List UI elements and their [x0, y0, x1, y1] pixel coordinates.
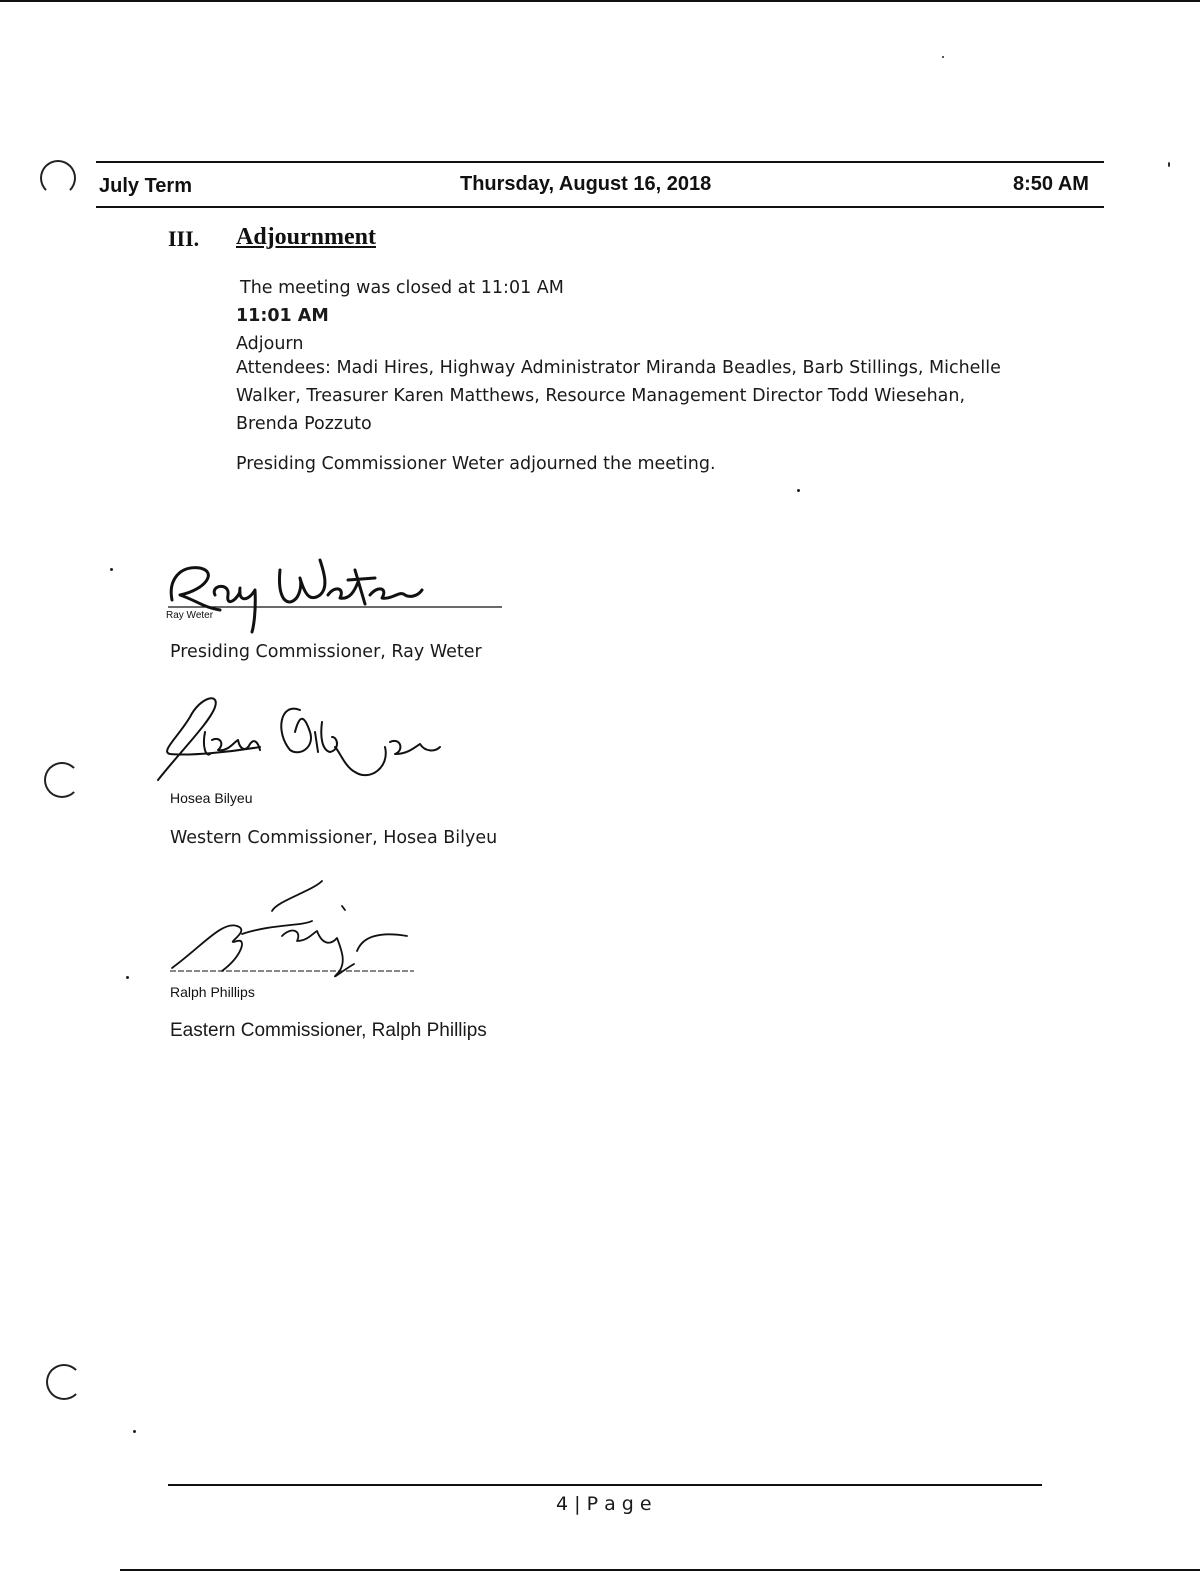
- punch-hole-top: [40, 160, 76, 196]
- section-title: Adjournment: [236, 224, 377, 250]
- attendees-line-1: Attendees: Madi Hires, Highway Administrator Miranda Beadles, Barb Stillings, Michelle: [236, 358, 1001, 378]
- signature-ralph-phillips: [162, 876, 422, 986]
- footer-rule: [168, 1484, 1042, 1486]
- scan-top-edge: [0, 0, 1200, 2]
- header-bottom-rule: [96, 206, 1104, 208]
- attendees-line-3: Brenda Pozzuto: [236, 414, 372, 434]
- scan-speck: [797, 489, 800, 492]
- scan-speck: [126, 976, 129, 979]
- signature-hosea-bilyeu: [150, 692, 450, 792]
- punch-hole-middle: [44, 762, 80, 798]
- header-time: 8:50 AM: [1013, 173, 1089, 195]
- punch-hole-bottom: [46, 1364, 82, 1400]
- signer-name-printed: Ray Weter: [166, 610, 214, 621]
- scan-speck: [1168, 162, 1170, 167]
- signer-title: Presiding Commissioner, Ray Weter: [170, 642, 482, 662]
- header-term: July Term: [99, 175, 192, 197]
- signer-title: Western Commissioner, Hosea Bilyeu: [170, 828, 498, 848]
- page-number: 4 | P a g e: [556, 1493, 652, 1515]
- attendees-line-2: Walker, Treasurer Karen Matthews, Resource Management Director Todd Wiesehan,: [236, 386, 966, 406]
- scan-speck: [110, 568, 113, 571]
- section-number: III.: [168, 226, 200, 251]
- scan-bottom-edge: [120, 1569, 1200, 1571]
- signer-title: Eastern Commissioner, Ralph Phillips: [170, 1020, 487, 1041]
- closing-line: Presiding Commissioner Weter adjourned the meeting.: [236, 454, 716, 474]
- time-bold: 11:01 AM: [236, 306, 329, 326]
- signer-name-printed: Hosea Bilyeu: [170, 790, 253, 806]
- closed-line: The meeting was closed at 11:01 AM: [240, 278, 564, 298]
- header-date: Thursday, August 16, 2018: [460, 173, 712, 195]
- signer-name-printed: Ralph Phillips: [170, 984, 255, 1000]
- scan-speck: [942, 56, 944, 58]
- header-top-rule: [96, 161, 1104, 163]
- signature-ray-weter: [160, 540, 460, 640]
- action-line: Adjourn: [236, 334, 304, 354]
- scan-speck: [133, 1430, 136, 1433]
